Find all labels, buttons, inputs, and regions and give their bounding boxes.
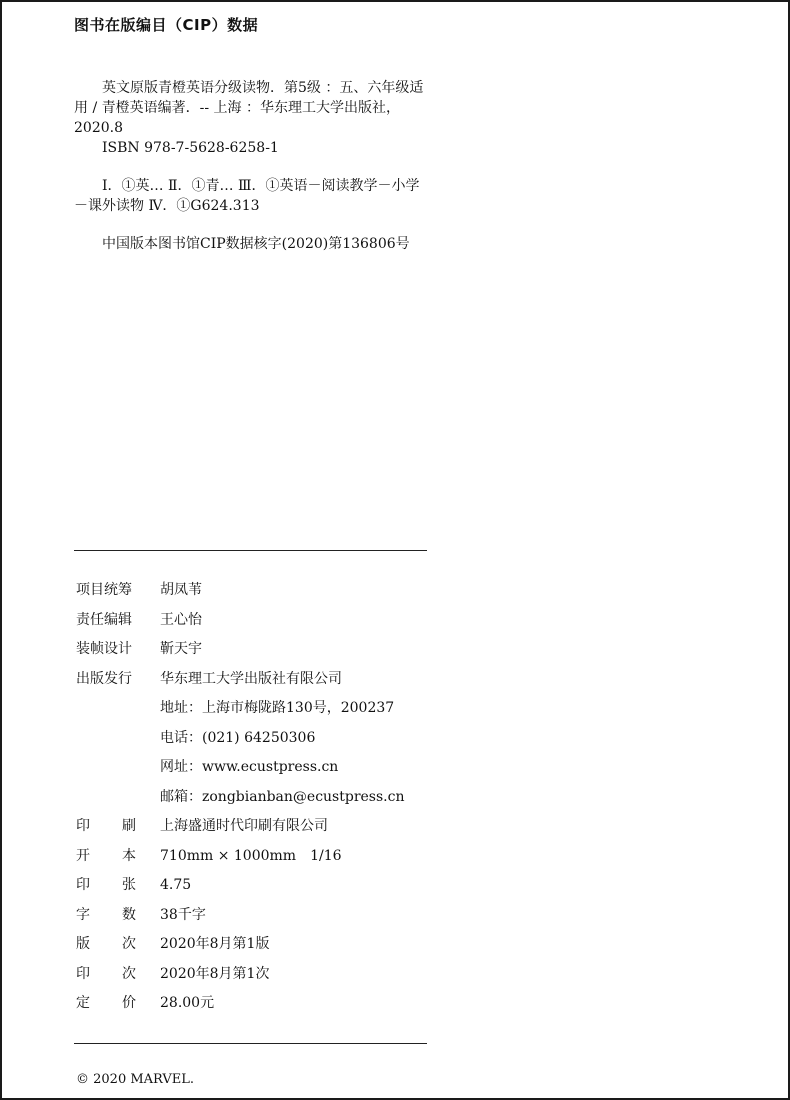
credit-value: 710mm × 1000mm 1/16 bbox=[160, 847, 342, 864]
phone-text: 电话：(021) 64250306 bbox=[160, 729, 316, 746]
credit-row-editor bbox=[76, 606, 496, 636]
credit-label: 字 数 bbox=[76, 906, 136, 923]
credit-label: 印 次 bbox=[76, 965, 136, 982]
credit-label: 装帧设计 bbox=[76, 641, 132, 657]
credit-row-planner bbox=[76, 576, 496, 606]
credit-row-format bbox=[76, 842, 496, 872]
credit-value: 胡凤苇 bbox=[160, 582, 202, 598]
publisher-phone bbox=[76, 724, 496, 754]
credit-row-publisher bbox=[76, 665, 496, 695]
credit-row-price bbox=[76, 989, 496, 1019]
cip-subject-line-2: －课外读物 Ⅳ．①G624.313 bbox=[74, 198, 260, 214]
credit-label: 开 本 bbox=[76, 847, 136, 864]
credit-value: 28.00元 bbox=[160, 995, 215, 1011]
credit-row-edition bbox=[76, 930, 496, 960]
credit-label: 责任编辑 bbox=[76, 611, 132, 628]
cip-entry-line-2: 用 / 青橙英语编著．-- 上海 ：华东理工大学出版社， bbox=[74, 100, 400, 116]
publisher-website bbox=[76, 753, 496, 783]
cip-library-note: 中国版本图书馆CIP数据核字(2020)第136806号 bbox=[102, 236, 410, 252]
credit-value: 华东理工大学出版社有限公司 bbox=[160, 670, 342, 687]
credit-row-words bbox=[76, 901, 496, 931]
credit-row-printer bbox=[76, 812, 496, 842]
credit-label: 印 张 bbox=[76, 877, 136, 893]
credit-value: 4.75 bbox=[160, 877, 192, 893]
cip-isbn: ISBN 978-7-5628-6258-1 bbox=[102, 140, 279, 156]
publisher-address bbox=[76, 694, 496, 724]
credit-label: 版 次 bbox=[76, 936, 136, 952]
spacer bbox=[74, 158, 474, 176]
credit-value: 上海盛通时代印刷有限公司 bbox=[160, 818, 328, 834]
cip-heading: 图书在版编目（CIP）数据 bbox=[74, 16, 259, 34]
credit-label: 印 刷 bbox=[76, 818, 136, 834]
credit-row-impression bbox=[76, 960, 496, 990]
cip-entry-line-3: 2020.8 bbox=[74, 120, 123, 136]
credit-label: 出版发行 bbox=[76, 670, 132, 687]
credits-block bbox=[76, 576, 496, 1019]
cip-entry-line-1: 英文原版青橙英语分级读物．第5级 ：五、六年级适 bbox=[102, 80, 424, 96]
cip-subject-line-1: Ⅰ．①英… Ⅱ．①青… Ⅲ．①英语－阅读教学－小学 bbox=[102, 178, 420, 194]
credit-value: 2020年8月第1版 bbox=[160, 936, 270, 952]
credit-value: 2020年8月第1次 bbox=[160, 965, 270, 982]
credit-value: 王心怡 bbox=[160, 611, 202, 628]
publisher-email bbox=[76, 783, 496, 813]
divider-top bbox=[74, 550, 427, 551]
credit-value: 38千字 bbox=[160, 906, 206, 923]
spacer bbox=[74, 216, 474, 234]
credit-value: 靳天宇 bbox=[160, 641, 202, 657]
credit-row-sheets bbox=[76, 871, 496, 901]
address-text: 地址：上海市梅陇路130号，200237 bbox=[160, 700, 395, 716]
website-text: 网址：www.ecustpress.cn bbox=[160, 759, 339, 775]
email-text: 邮箱：zongbianban@ecustpress.cn bbox=[160, 788, 405, 805]
divider-bottom bbox=[74, 1043, 427, 1044]
credit-row-designer bbox=[76, 635, 496, 665]
credit-label: 定 价 bbox=[76, 995, 136, 1011]
copyright-notice: © 2020 MARVEL. bbox=[76, 1072, 195, 1087]
credit-label: 项目统筹 bbox=[76, 582, 132, 598]
cip-record bbox=[74, 78, 474, 254]
